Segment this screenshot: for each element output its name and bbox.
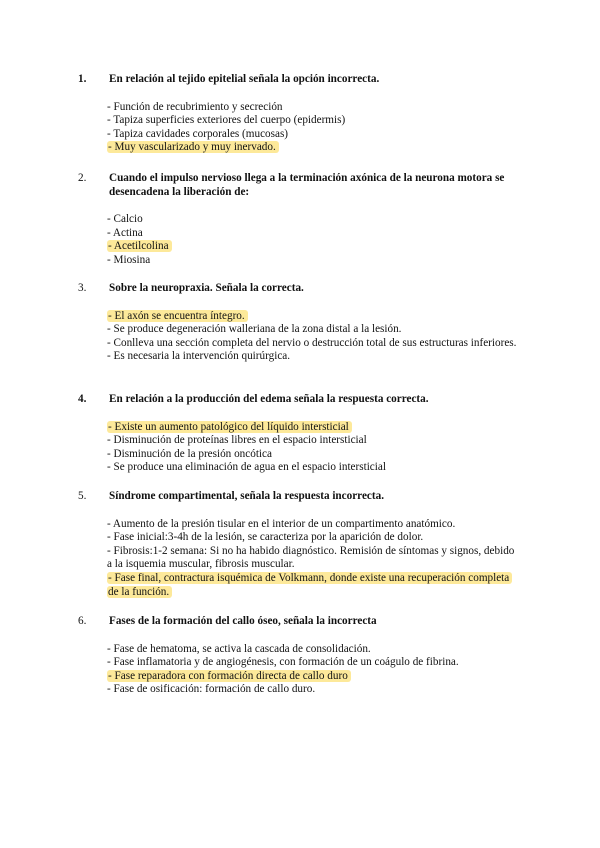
- question-title: Sobre la neuropraxia. Señala la correcta.: [109, 282, 304, 294]
- question-2: [78, 172, 538, 268]
- option: - Tapiza superficies exteriores del cuerpo (epidermis): [107, 114, 346, 127]
- option-highlighted: - El axón se encuentra íntegro.: [107, 310, 538, 324]
- option: - Fase inflamatoria y de angiogénesis, con formación de un coágulo de fibrina.: [107, 656, 459, 669]
- question-number: 4.: [78, 393, 87, 405]
- option: - Actina: [107, 226, 143, 239]
- option: - Fase inicial:3-4h de la lesión, se caracteriza por la aparición de dolor.: [107, 531, 424, 544]
- option: - Fibrosis:1-2 semana: Si no ha habido diagnóstico. Remisión de síntomas y signos, debido a la isquemia muscular, fibrosis muscular.: [107, 544, 515, 571]
- question-number: 2.: [78, 172, 87, 184]
- option: - Tapiza cavidades corporales (mucosas): [107, 127, 289, 140]
- options-list: [107, 310, 538, 364]
- question-6: [78, 615, 538, 697]
- question-title: Cuando el impulso nervioso llega a la terminación axónica de la neurona motora se desencadena la liberación de:: [109, 172, 505, 198]
- option-highlighted: - Fase reparadora con formación directa de callo duro: [107, 670, 538, 684]
- option: - Función de recubrimiento y secreción: [107, 100, 283, 113]
- question-title: Síndrome compartimental, señala la respuesta incorrecta.: [109, 490, 384, 502]
- question-title: Fases de la formación del callo óseo, señala la incorrecta: [109, 615, 377, 627]
- question-1: [78, 73, 538, 155]
- option: - Disminución de la presión oncótica: [107, 447, 272, 460]
- question-title: En relación al tejido epitelial señala la opción incorrecta.: [109, 73, 380, 85]
- question-number: 1.: [78, 73, 87, 85]
- options-list: [107, 643, 538, 697]
- option: - Aumento de la presión tisular en el interior de un compartimento anatómico.: [107, 517, 456, 530]
- option: - Fase de hematoma, se activa la cascada de consolidación.: [107, 642, 371, 655]
- option: - Calcio: [107, 213, 143, 226]
- option: - Se produce una eliminación de agua en el espacio intersticial: [107, 461, 386, 474]
- question-number: 3.: [78, 282, 87, 294]
- option: - Es necesaria la intervención quirúrgica.: [107, 350, 291, 363]
- option: - Fase de osificación: formación de callo duro.: [107, 683, 316, 696]
- option-highlighted: - Fase final, contractura isquémica de Volkmann, donde existe una recuperación completa de la función.: [107, 572, 517, 599]
- options-list: [107, 421, 538, 475]
- options-list: [107, 518, 538, 600]
- question-3: [78, 282, 538, 364]
- option-highlighted: - Existe un aumento patológico del líquido intersticial: [107, 421, 538, 435]
- question-number: 5.: [78, 490, 87, 502]
- options-list: [107, 101, 538, 155]
- options-list: [107, 213, 538, 267]
- question-number: 6.: [78, 615, 87, 627]
- option: - Conlleva una sección completa del nervio o destrucción total de sus estructuras inferiores.: [107, 336, 517, 349]
- option: - Miosina: [107, 253, 151, 266]
- option: - Disminución de proteínas libres en el espacio intersticial: [107, 434, 367, 447]
- question-5: [78, 490, 538, 599]
- option: - Se produce degeneración walleriana de la zona distal a la lesión.: [107, 323, 402, 336]
- question-4: [78, 393, 538, 475]
- option-highlighted: - Muy vascularizado y muy inervado.: [107, 141, 538, 155]
- question-title: En relación a la producción del edema señala la respuesta correcta.: [109, 393, 429, 405]
- option-highlighted: - Acetilcolina: [107, 240, 538, 254]
